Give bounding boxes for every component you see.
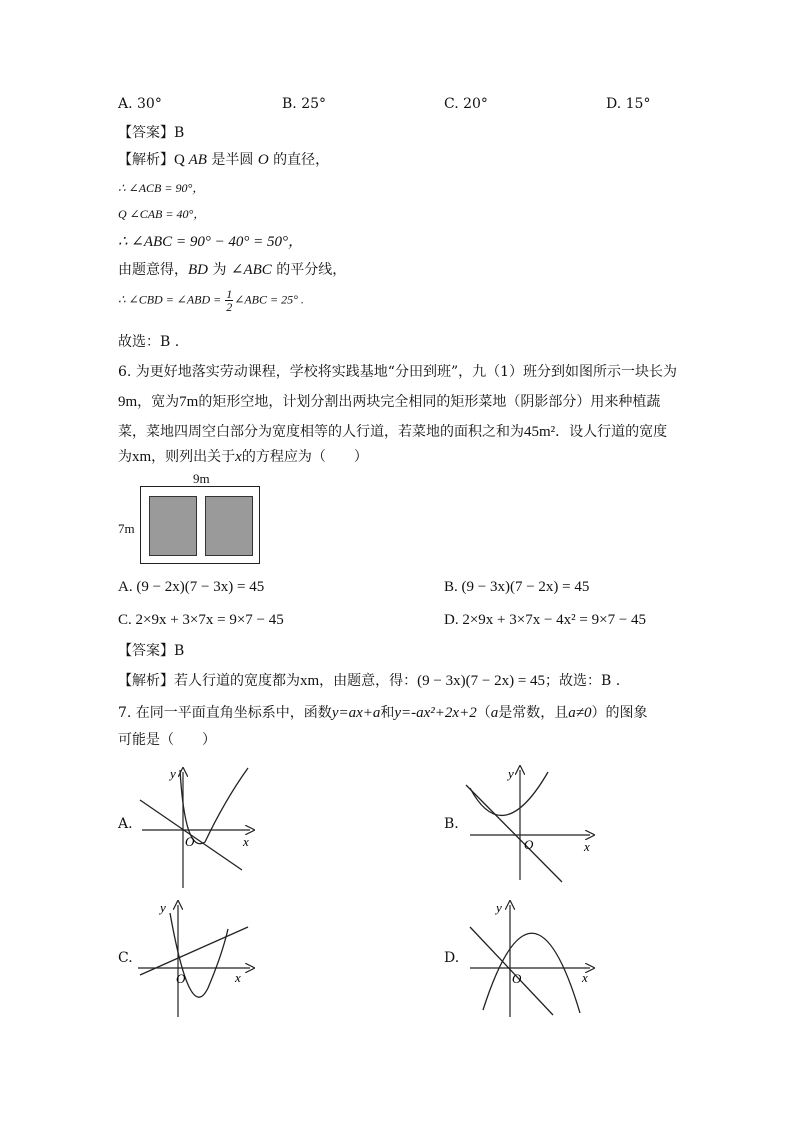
vegetable-plot-right xyxy=(205,496,253,556)
linear-function: y=ax+a xyxy=(331,705,381,721)
q6-stem-line2: 9m，宽为7m的矩形空地，计划分割出两块完全相同的矩形菜地（阴影部分）用来种植蔬 xyxy=(118,394,661,410)
segment-bd: BD xyxy=(188,262,208,278)
field-rectangle xyxy=(140,486,260,564)
figure-label-7m: 7m xyxy=(118,521,135,536)
q7-option-d-label: D. xyxy=(444,950,460,966)
q5-option-c: C. 20° xyxy=(444,96,488,112)
q5-analysis-line4: ∴ ∠ABC = 90° − 40° = 50°， xyxy=(118,234,304,250)
text: ∴ ∠CBD = ∠ABD = xyxy=(118,292,225,307)
origin-label: O xyxy=(176,971,186,986)
q7-stem-line2: 可能是（ ） xyxy=(118,732,216,748)
q6-option-c: C. 2×9x + 3×7x = 9×7 − 45 xyxy=(118,612,284,628)
because-symbol: Q xyxy=(174,152,189,168)
q6-stem-line1: 6. 为更好地落实劳动课程，学校将实践基地“分田到班”，九（1）班分到如图所示一块长为 xyxy=(118,364,678,380)
analysis-label: 【解析】 xyxy=(118,152,174,168)
width-7m: 7m xyxy=(179,394,199,410)
q7-option-c-label: C. xyxy=(118,950,133,966)
quadratic-function: y=-ax²+2x+2 xyxy=(394,705,477,721)
equation: (9 − 3x)(7 − 2x) = 45 xyxy=(417,673,546,689)
parabola xyxy=(483,933,580,1013)
parabola xyxy=(180,768,248,844)
q6-stem-line4: 为xm，则列出关于x的方程应为（ ） xyxy=(118,449,368,465)
q7-option-b-label: B. xyxy=(444,816,459,832)
q6-answer: 【答案】B xyxy=(118,643,185,659)
length-9m: 9m xyxy=(118,394,138,410)
graph-d xyxy=(458,895,598,1020)
text: 为 xyxy=(208,262,231,278)
x-label: x xyxy=(235,970,241,985)
q5-analysis-line3: Q ∠CAB = 40°， xyxy=(118,207,206,221)
figure-label-9m: 9m xyxy=(193,471,210,486)
graph-c xyxy=(130,895,260,1020)
graph-a xyxy=(130,760,260,895)
origin-label: O xyxy=(185,834,195,849)
q5-analysis-line5 xyxy=(118,259,346,279)
x-label: x xyxy=(582,970,588,985)
y-label: y xyxy=(496,900,502,915)
text: ∠ABC = 25° . xyxy=(234,292,304,307)
angle-abc: ∠ABC xyxy=(230,262,272,278)
origin-label: O xyxy=(524,837,534,852)
point-o: O xyxy=(257,152,269,168)
segment-ab: AB xyxy=(188,152,207,168)
y-label: y xyxy=(160,900,166,915)
vegetable-plot-left xyxy=(149,496,197,556)
text: 由题意得， xyxy=(118,262,188,278)
q6-stem-line3: 菜，菜地四周空白部分为宽度相等的人行道，若菜地的面积之和为45m²．设人行道的宽度 xyxy=(118,424,668,440)
q5-option-b: B. 25° xyxy=(282,96,327,112)
q5-option-d: D. 15° xyxy=(606,96,651,112)
graph-b xyxy=(458,760,598,885)
q6-option-a: A. (9 − 2x)(7 − 3x) = 45 xyxy=(118,579,265,595)
q7-stem-line1: 7. 在同一平面直角坐标系中，函数y=ax+a和y=-ax²+2x+2（a是常数，且a≠0）的图象 xyxy=(118,705,648,721)
q6-analysis: 【解析】若人行道的宽度都为xm，由题意，得：(9 − 3x)(7 − 2x) = 45；故选：B . xyxy=(118,673,621,689)
fraction-half: $\frac{1}{2}$ xyxy=(226,287,233,314)
q5-analysis-line6 xyxy=(118,288,304,313)
q5-option-a: A. 30° xyxy=(118,96,162,112)
x-label: x xyxy=(584,839,590,854)
area-45m2: 45m² xyxy=(524,424,556,440)
origin-label: O xyxy=(512,971,522,986)
text: 是半圆 xyxy=(206,152,258,168)
q6-option-b: B. (9 − 3x)(7 − 2x) = 45 xyxy=(444,579,590,595)
q7-option-a-label: A. xyxy=(118,816,133,832)
q5-analysis-line1 xyxy=(118,149,329,169)
text: 的平分线， xyxy=(271,262,347,278)
y-label: y xyxy=(170,766,176,781)
y-label: y xyxy=(508,766,514,781)
q5-answer: 【答案】B xyxy=(118,125,185,141)
x-label: x xyxy=(243,834,249,849)
q5-conclusion: 故选：B . xyxy=(118,334,180,350)
q6-option-d: D. 2×9x + 3×7x − 4x² = 9×7 − 45 xyxy=(444,612,647,628)
q5-analysis-line2: ∴ ∠ACB = 90°， xyxy=(118,181,205,195)
line xyxy=(466,785,562,882)
text: 的直径， xyxy=(268,152,330,168)
